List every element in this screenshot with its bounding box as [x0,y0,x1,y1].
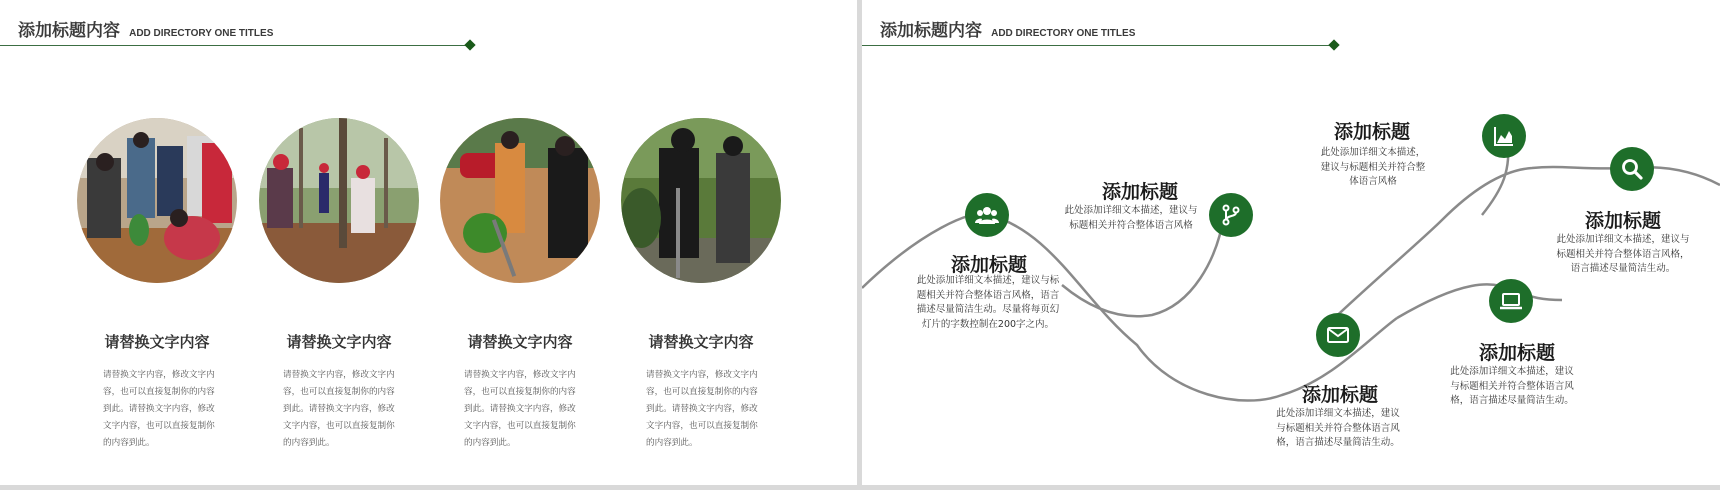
mail-icon [1316,313,1360,357]
step-title: 添加标题 [950,254,1027,276]
people-icon [965,193,1009,237]
step-title: 添加标题 [1584,210,1661,232]
header [18,16,273,41]
column-body: 请替换文字内容，修改文字内容，也可以直接复制你的内容到此。请替换文字内容，修改文字内容，也可以直接复制你的内容到此。 [464,370,576,448]
step-body: 此处添加详细文本描述，建议与标题相关并符合整体语言风格，语言描述尽量简洁生动。 [1450,366,1574,406]
slide-left [0,0,857,485]
photo-tree-planting-group [77,118,237,283]
column-title: 请替换文字内容 [104,333,210,351]
step-title: 添加标题 [1333,121,1410,143]
column-title: 请替换文字内容 [648,333,754,351]
search-icon [1610,147,1654,191]
column-title: 请替换文字内容 [286,333,392,351]
header-title: 添加标题内容 [18,21,120,41]
photo-volunteers-forest [259,118,419,283]
step-body: 此处添加详细文本描述，建议与标题相关并符合整体语言风格 [1064,205,1198,231]
step-body: 此处添加详细文本描述，建议与标题相关并符合整体语言风格，语言描述尽量简洁生动。尽量将每页幻灯片的字数控制在200字之内。 [916,275,1060,330]
column-body: 请替换文字内容，修改文字内容，也可以直接复制你的内容到此。请替换文字内容，修改文字内容，也可以直接复制你的内容到此。 [103,370,215,448]
header-divider [0,45,468,46]
photo-two-planters [621,118,781,283]
step-title: 添加标题 [1478,342,1555,364]
step-body: 此处添加详细文本描述，建议与标题相关并符合整体语言风格 [1320,147,1426,187]
slide-right [862,0,1720,485]
header-subtitle: ADD DIRECTORY ONE TITLES [129,28,274,39]
branch-icon [1209,193,1253,237]
chart-icon [1482,114,1526,158]
header-title: 添加标题内容 [880,21,982,41]
step-title: 添加标题 [1101,181,1178,203]
header-subtitle: ADD DIRECTORY ONE TITLES [991,28,1136,39]
step-title: 添加标题 [1301,384,1378,406]
step-body: 此处添加详细文本描述，建议与标题相关并符合整体语言风格，语言描述尽量简洁生动。 [1276,408,1400,448]
laptop-icon [1489,279,1533,323]
diamond-icon [464,39,475,50]
column-body: 请替换文字内容，修改文字内容，也可以直接复制你的内容到此。请替换文字内容，修改文字内容，也可以直接复制你的内容到此。 [283,370,395,448]
column-title: 请替换文字内容 [467,333,573,351]
step-body: 此处添加详细文本描述，建议与标题相关并符合整体语言风格，语言描述尽量简洁生动。 [1556,234,1690,274]
photo-digging-soil [440,118,600,283]
column-body: 请替换文字内容，修改文字内容，也可以直接复制你的内容到此。请替换文字内容，修改文字内容，也可以直接复制你的内容到此。 [646,370,758,448]
